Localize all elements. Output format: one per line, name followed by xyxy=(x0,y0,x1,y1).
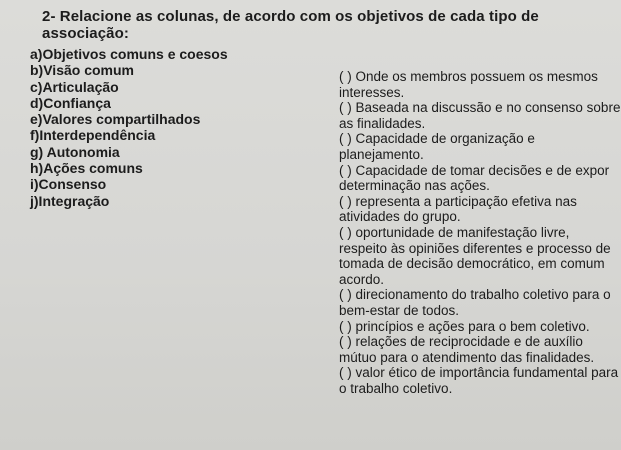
left-option-a: a)Objetivos comuns e coesos xyxy=(30,46,228,62)
right-item-10 xyxy=(339,365,621,396)
right-item-1 xyxy=(339,69,621,100)
left-column xyxy=(30,46,280,209)
left-option-d: d)Confiança xyxy=(30,94,111,111)
right-item-text: Capacidade de tomar decisões e de expor determinação nas ações. xyxy=(339,162,610,194)
right-item-text: direcionamento do trabalho coletivo para o bem-estar de todos. xyxy=(339,287,611,318)
right-item-text: oportunidade de manifestação livre, respeito às opiniões diferentes e processo de tomada de decisão democrático, em comum acordo. xyxy=(339,224,611,287)
right-item-5 xyxy=(339,194,621,225)
right-item-7 xyxy=(339,287,621,318)
right-item-9 xyxy=(339,334,621,365)
left-option-g: g) Autonomia xyxy=(30,143,120,160)
right-item-text: princípios e ações para o bem coletivo. xyxy=(355,318,590,334)
question-title: 2- Relacione as colunas, de acordo com os objetivos de cada tipo de associação: xyxy=(42,8,539,42)
answer-blank[interactable]: ( ) xyxy=(339,334,352,350)
right-item-3 xyxy=(339,131,621,162)
answer-blank[interactable]: ( ) xyxy=(339,131,352,147)
right-item-text: Baseada na discussão e no consenso sobre as finalidades. xyxy=(339,100,621,131)
left-option-i: i)Consenso xyxy=(30,176,107,193)
left-option-e: e)Valores compartilhados xyxy=(30,111,201,128)
answer-blank[interactable]: ( ) xyxy=(339,69,352,84)
right-item-8 xyxy=(339,319,621,335)
answer-blank[interactable]: ( ) xyxy=(339,318,352,334)
left-option-f: f)Interdependência xyxy=(30,127,156,144)
left-option-c: c)Articulação xyxy=(30,78,119,95)
answer-blank[interactable]: ( ) xyxy=(339,365,352,381)
right-item-text: Onde os membros possuem os mesmos interesses. xyxy=(339,69,598,100)
answer-blank[interactable]: ( ) xyxy=(339,193,352,209)
right-item-6 xyxy=(339,225,621,287)
left-option-j: j)Integração xyxy=(30,192,110,209)
right-item-4 xyxy=(339,163,621,194)
right-item-text: representa a participação efetiva nas atividades do grupo. xyxy=(339,193,577,225)
answer-blank[interactable]: ( ) xyxy=(339,287,352,303)
answer-blank[interactable]: ( ) xyxy=(339,162,352,178)
right-item-2 xyxy=(339,100,621,131)
right-item-text: Capacidade de organização e planejamento. xyxy=(339,131,535,162)
right-item-text: relações de reciprocidade e de auxílio mútuo para o atendimento das finalidades. xyxy=(339,334,595,365)
right-item-text: valor ético de importância fundamental para o trabalho coletivo. xyxy=(339,365,619,396)
left-option-b: b)Visão comum xyxy=(30,62,134,79)
answer-blank[interactable]: ( ) xyxy=(339,100,352,116)
left-option-h: h)Ações comuns xyxy=(30,160,143,177)
answer-blank[interactable]: ( ) xyxy=(339,224,352,240)
right-column xyxy=(339,69,621,396)
